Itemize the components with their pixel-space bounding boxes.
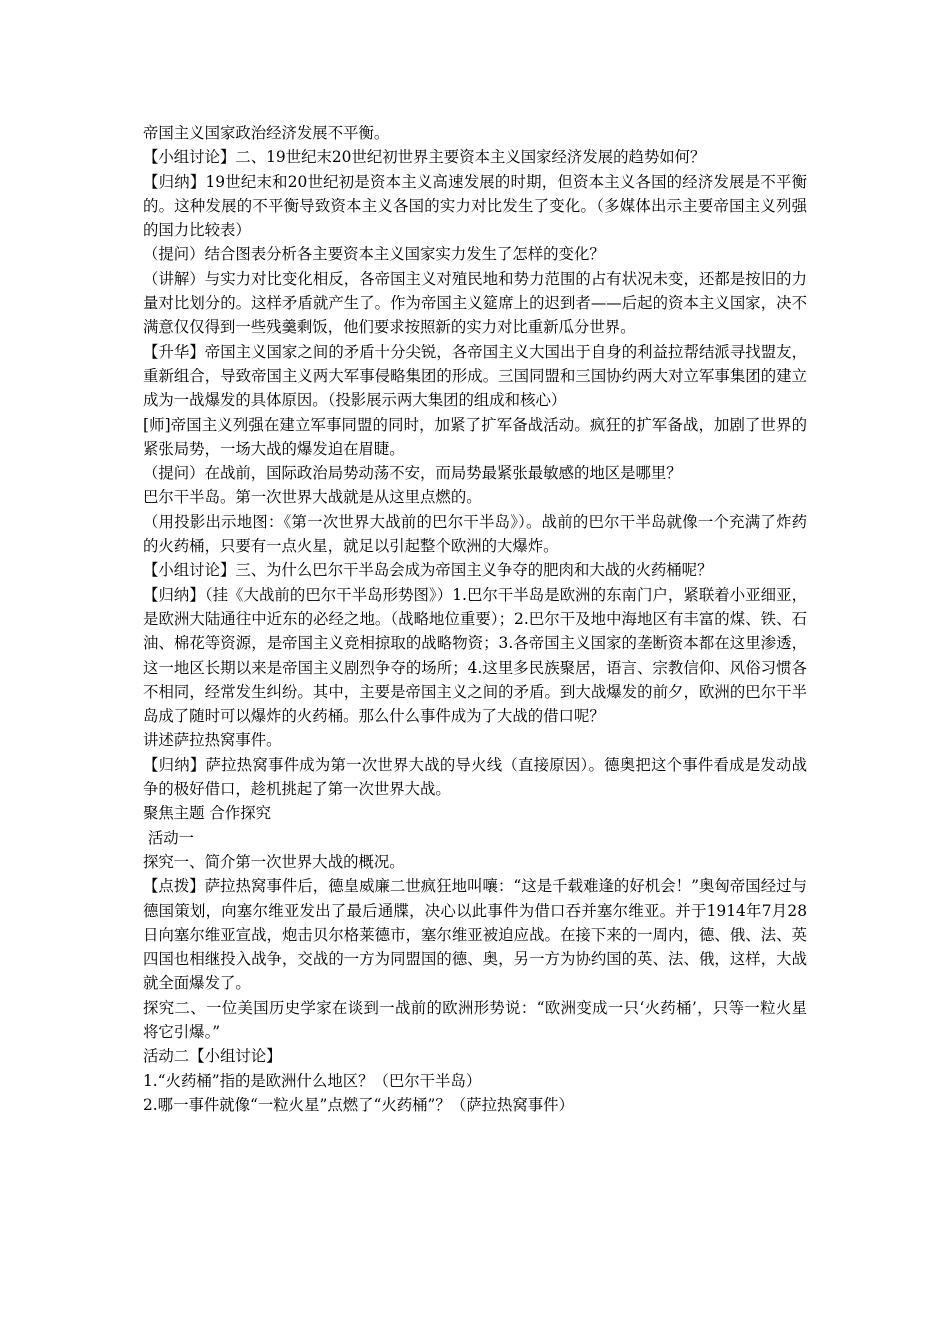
paragraph-12: 【归纳】（挂《大战前的巴尔干半岛形势图》）1.巴尔干半岛是欧洲的东南门户，紧联着小亚细亚，是欧洲大陆通往中近东的必经之地。（战略地位重要）；2.巴尔干及地中海地区有丰富的煤、铁、石油、棉花等资源，是帝国主义竞相掠取的战略物资；3.各帝国主义国家的垄断资本都在这里渗透，这一地区长期以来是帝国主义剧烈争夺的场所；4.这里多民族聚居，语言、宗教信仰、风俗习惯各不相同，经常发生纠纷。其中，主要是帝国主义之间的矛盾。到大战爆发的前夕，欧洲的巴尔干半岛成了随时可以爆炸的火药桶。那么什么事件成为了大战的借口呢？ — [143, 585, 807, 726]
paragraph-10: （用投影出示地图：《第一次世界大战前的巴尔干半岛》）。战前的巴尔干半岛就像一个充满了炸药的火药桶，只要有一点火星，就足以引起整个欧洲的大爆炸。 — [143, 512, 807, 556]
activity-two-heading: 活动二【小组讨论】 — [143, 1047, 282, 1066]
document-body — [143, 121, 807, 1117]
paragraph-6: 【升华】帝国主义国家之间的矛盾十分尖锐，各帝国主义大国出于自身的利益拉帮结派寻找盟友，重新组合，导致帝国主义两大军事侵略集团的形成。三国同盟和三国协约两大对立军事集团的建立成为一战爆发的具体原因。（投影展示两大集团的组成和核心） — [143, 342, 807, 410]
paragraph-17: 探究一、简介第一次世界大战的概况。 — [143, 852, 405, 871]
paragraph-8: （提问）在战前，国际政治局势动荡不安，而局势最紧张最敏感的地区是哪里？ — [143, 464, 682, 483]
paragraph-3: 【归纳】19世纪末和20世纪初是资本主义高速发展的时期，但资本主义各国的经济发展是不平衡的。这种发展的不平衡导致资本主义各国的实力对比发生了变化。（多媒体出示主要帝国主义列强的国力比较表） — [143, 172, 807, 240]
paragraph-14: 【归纳】萨拉热窝事件成为第一次世界大战的导火线（直接原因）。德奥把这个事件看成是发动战争的极好借口，趁机挑起了第一次世界大战。 — [143, 755, 807, 799]
paragraph-5: （讲解）与实力对比变化相反，各帝国主义对殖民地和势力范围的占有状况未变，还都是按旧的力量对比划分的。这样矛盾就产生了。作为帝国主义筵席上的迟到者——后起的资本主义国家，决不满意仅仅得到一些残羹剩饭，他们要求按照新的实力对比重新瓜分世界。 — [143, 269, 807, 337]
question-2: 2.哪一事件就像“一粒火星”点燃了“火药桶”？（萨拉热窝事件） — [143, 1095, 574, 1114]
paragraph-9: 巴尔干半岛。第一次世界大战就是从这里点燃的。 — [143, 488, 482, 507]
paragraph-1: 帝国主义国家政治经济发展不平衡。 — [143, 124, 390, 142]
section-heading: 聚焦主题 合作探究 — [143, 804, 272, 823]
question-1: 1.“火药桶”指的是欧洲什么地区？（巴尔干半岛） — [143, 1071, 482, 1090]
paragraph-19: 探究二、一位美国历史学家在谈到一战前的欧洲形势说：“欧洲变成一只‘火药桶’，只等一粒火星将它引爆。” — [143, 998, 807, 1041]
paragraph-18: 【点拨】萨拉热窝事件后，德皇威廉二世疯狂地叫嚷：“这是千载难逢的好机会！”奥匈帝国经过与德国策划，向塞尔维亚发出了最后通牒，决心以此事件为借口吞并塞尔维亚。并于1914年7月28日向塞尔维亚宣战，炮击贝尔格莱德市，塞尔维亚被迫应战。在接下来的一周内，德、俄、法、英四国也相继投入战争，交战的一方为同盟国的德、奥，另一方为协约国的英、法、俄，这样，大战就全面爆发了。 — [143, 877, 807, 993]
paragraph-13: 讲述萨拉热窝事件。 — [143, 731, 282, 750]
paragraph-7: [师]帝国主义列强在建立军事同盟的同时，加紧了扩军备战活动。疯狂的扩军备战，加剧了世界的紧张局势，一场大战的爆发迫在眉睫。 — [143, 415, 807, 458]
paragraph-4: （提问）结合图表分析各主要资本主义国家实力发生了怎样的变化？ — [143, 245, 605, 264]
paragraph-2: 【小组讨论】二、19世纪末20世纪初世界主要资本主义国家经济发展的趋势如何？ — [143, 148, 706, 167]
activity-one-heading: 活动一 — [143, 828, 195, 847]
paragraph-11: 【小组讨论】三、为什么巴尔干半岛会成为帝国主义争夺的肥肉和大战的火药桶呢？ — [143, 561, 713, 580]
